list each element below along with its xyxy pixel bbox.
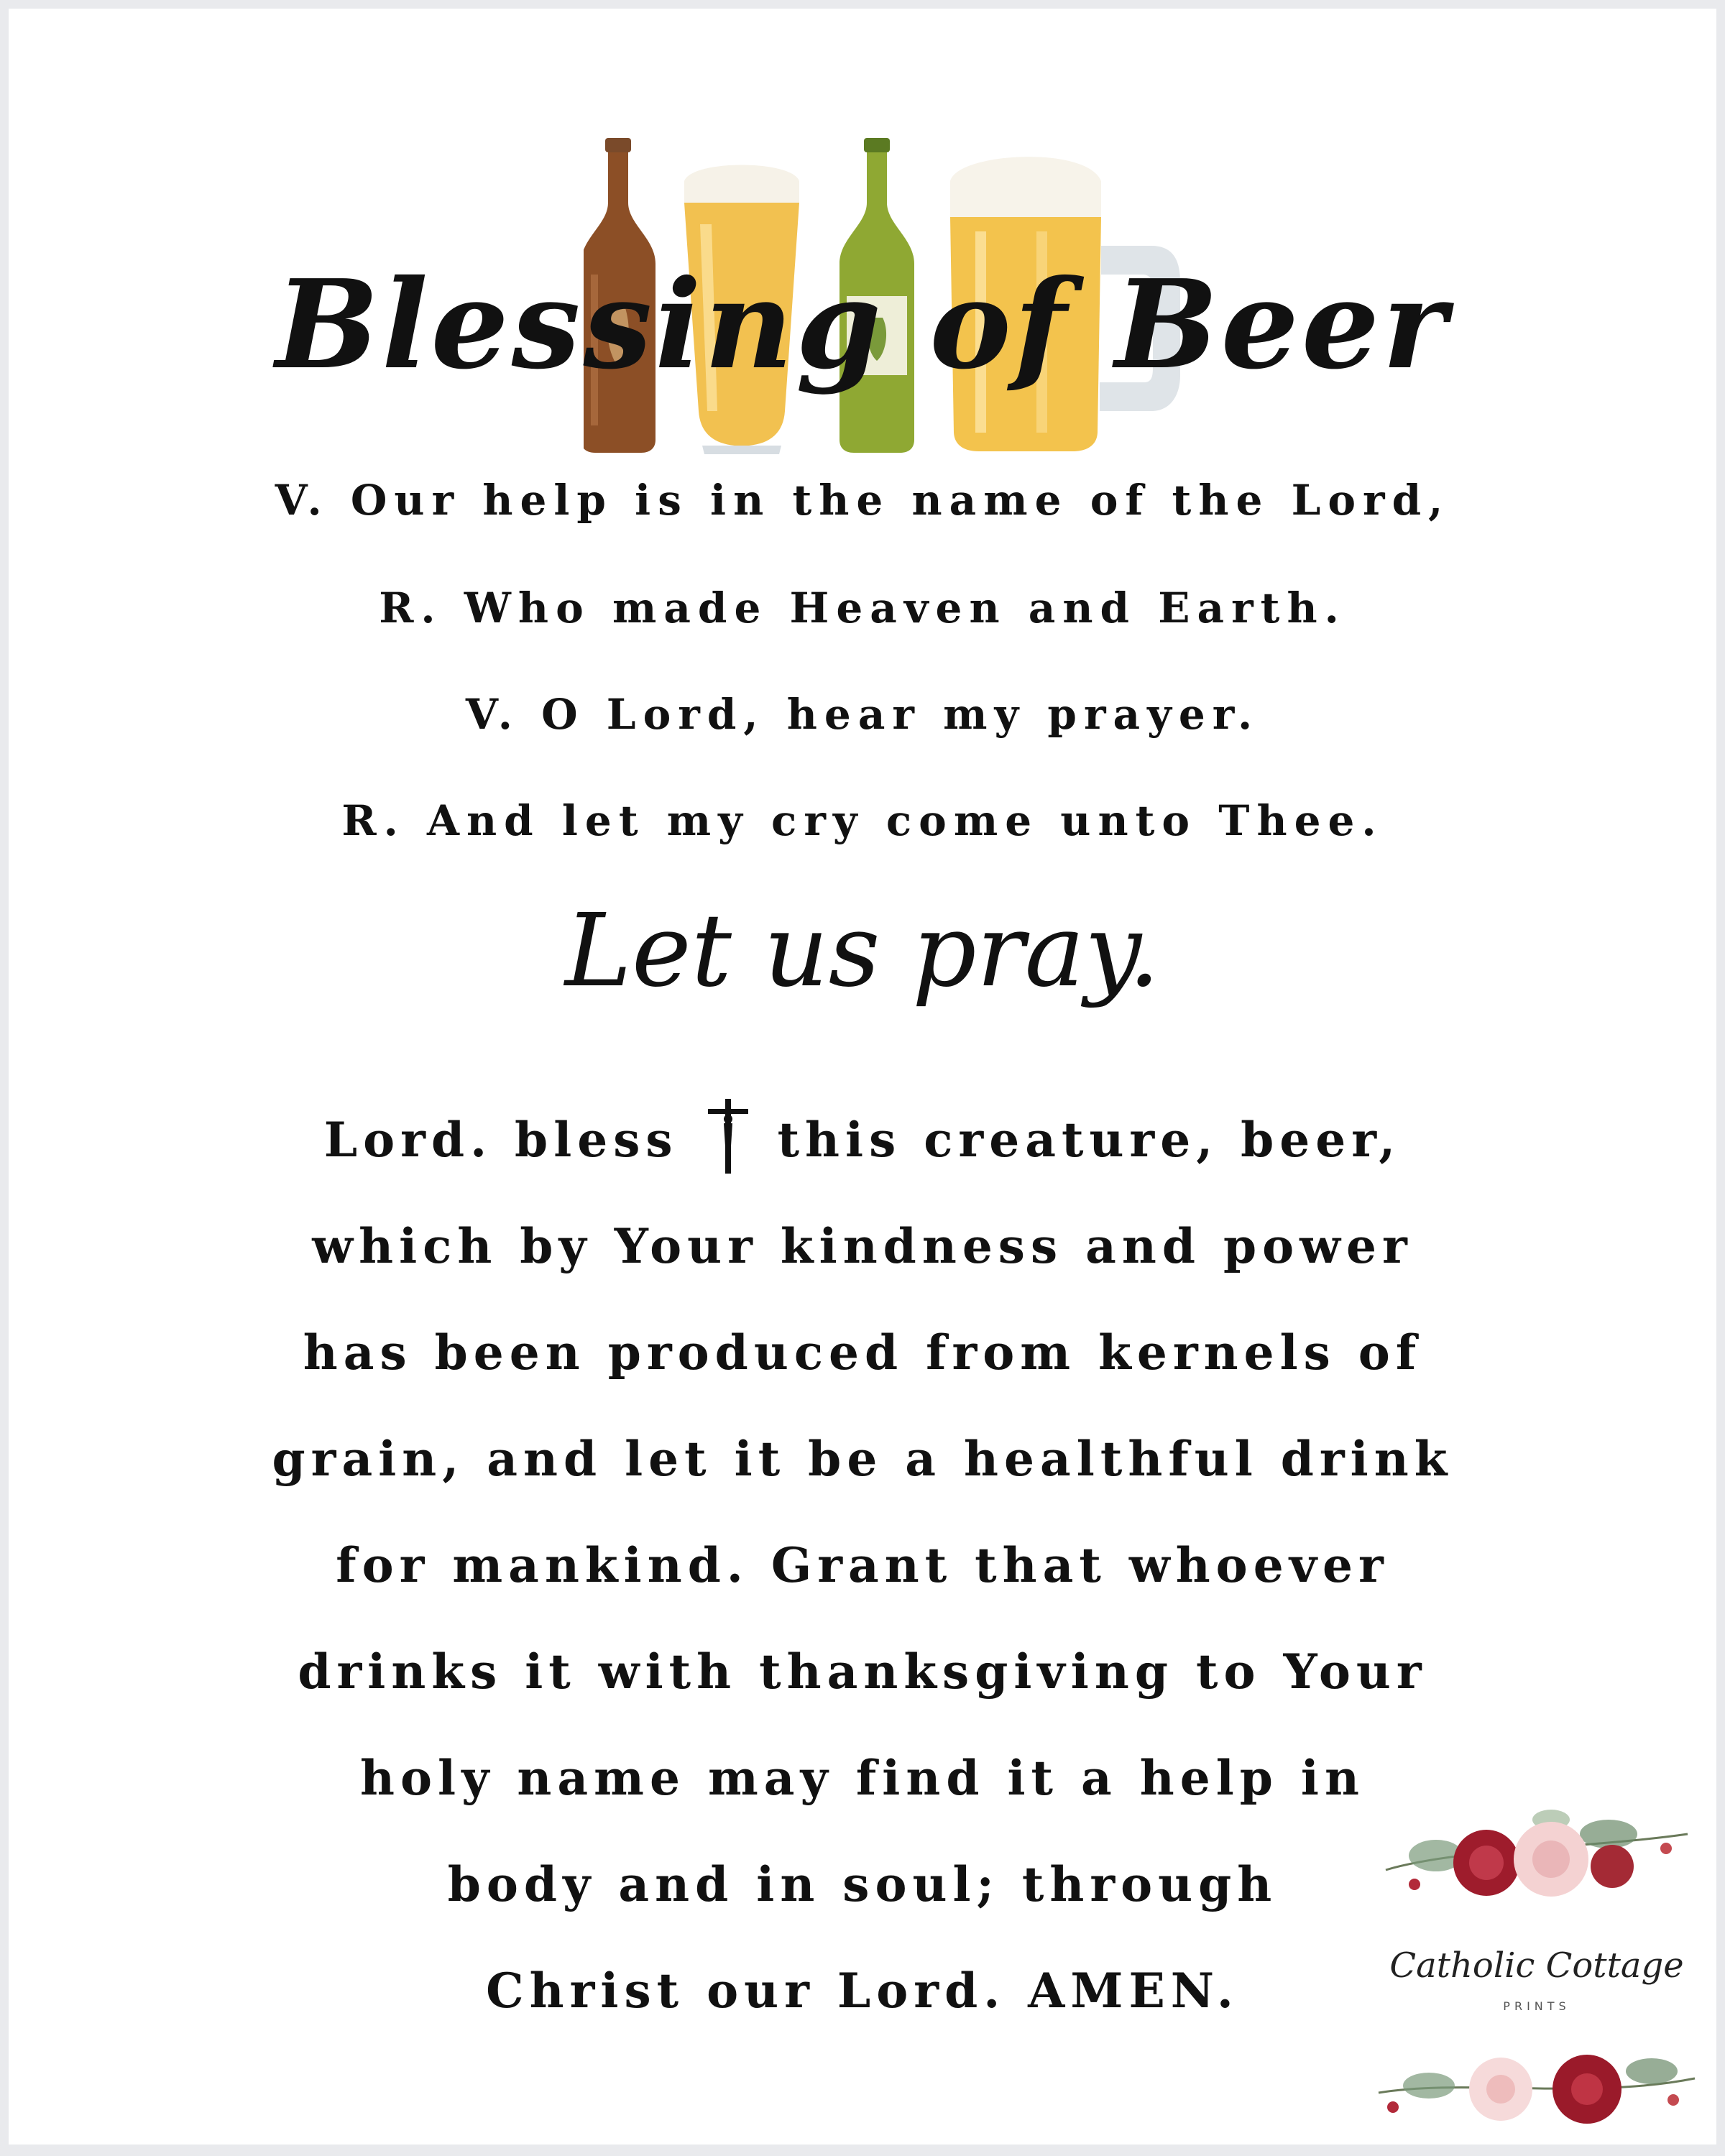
prayer-line: body and in soul; through — [447, 1856, 1278, 1912]
floral-spray-icon — [1371, 1791, 1702, 1920]
prayer-line: Christ our Lord. AMEN. — [486, 1963, 1239, 2019]
brand-logo — [1371, 1791, 1716, 2150]
floral-spray-icon — [1371, 2028, 1702, 2150]
document-page — [9, 9, 1716, 2145]
response-line: R. Who made Heaven and Earth. — [379, 584, 1346, 632]
versicle-line: V. O Lord, hear my prayer. — [465, 690, 1260, 739]
section-heading: Let us pray. — [564, 893, 1161, 1010]
document-title: Blessing of Beer — [275, 253, 1450, 397]
prayer-line-end: this creature, beer, — [777, 1112, 1402, 1168]
prayer-line: drinks it with thanksgiving to Your — [298, 1644, 1427, 1700]
versicle-line: V. Our help is in the name of the Lord, — [275, 476, 1450, 525]
brand-name: Catholic Cottage — [1389, 1945, 1684, 1986]
prayer-line: holy name may find it a help in — [360, 1750, 1365, 1806]
prayer-line: which by Your kindness and power — [312, 1218, 1413, 1274]
brand-subtitle: PRINTS — [1503, 1999, 1570, 2013]
prayer-line — [9, 1087, 1716, 1193]
prayer-line: for mankind. Grant that whoever — [336, 1537, 1389, 1593]
prayer-line: grain, and let it be a healthful drink — [272, 1431, 1453, 1487]
prayer-line: has been produced from kernels of — [303, 1325, 1422, 1381]
crucifix-icon — [705, 1099, 751, 1174]
prayer-line-start: Lord. bless — [323, 1112, 678, 1168]
response-line: R. And let my cry come unto Thee. — [341, 796, 1384, 845]
